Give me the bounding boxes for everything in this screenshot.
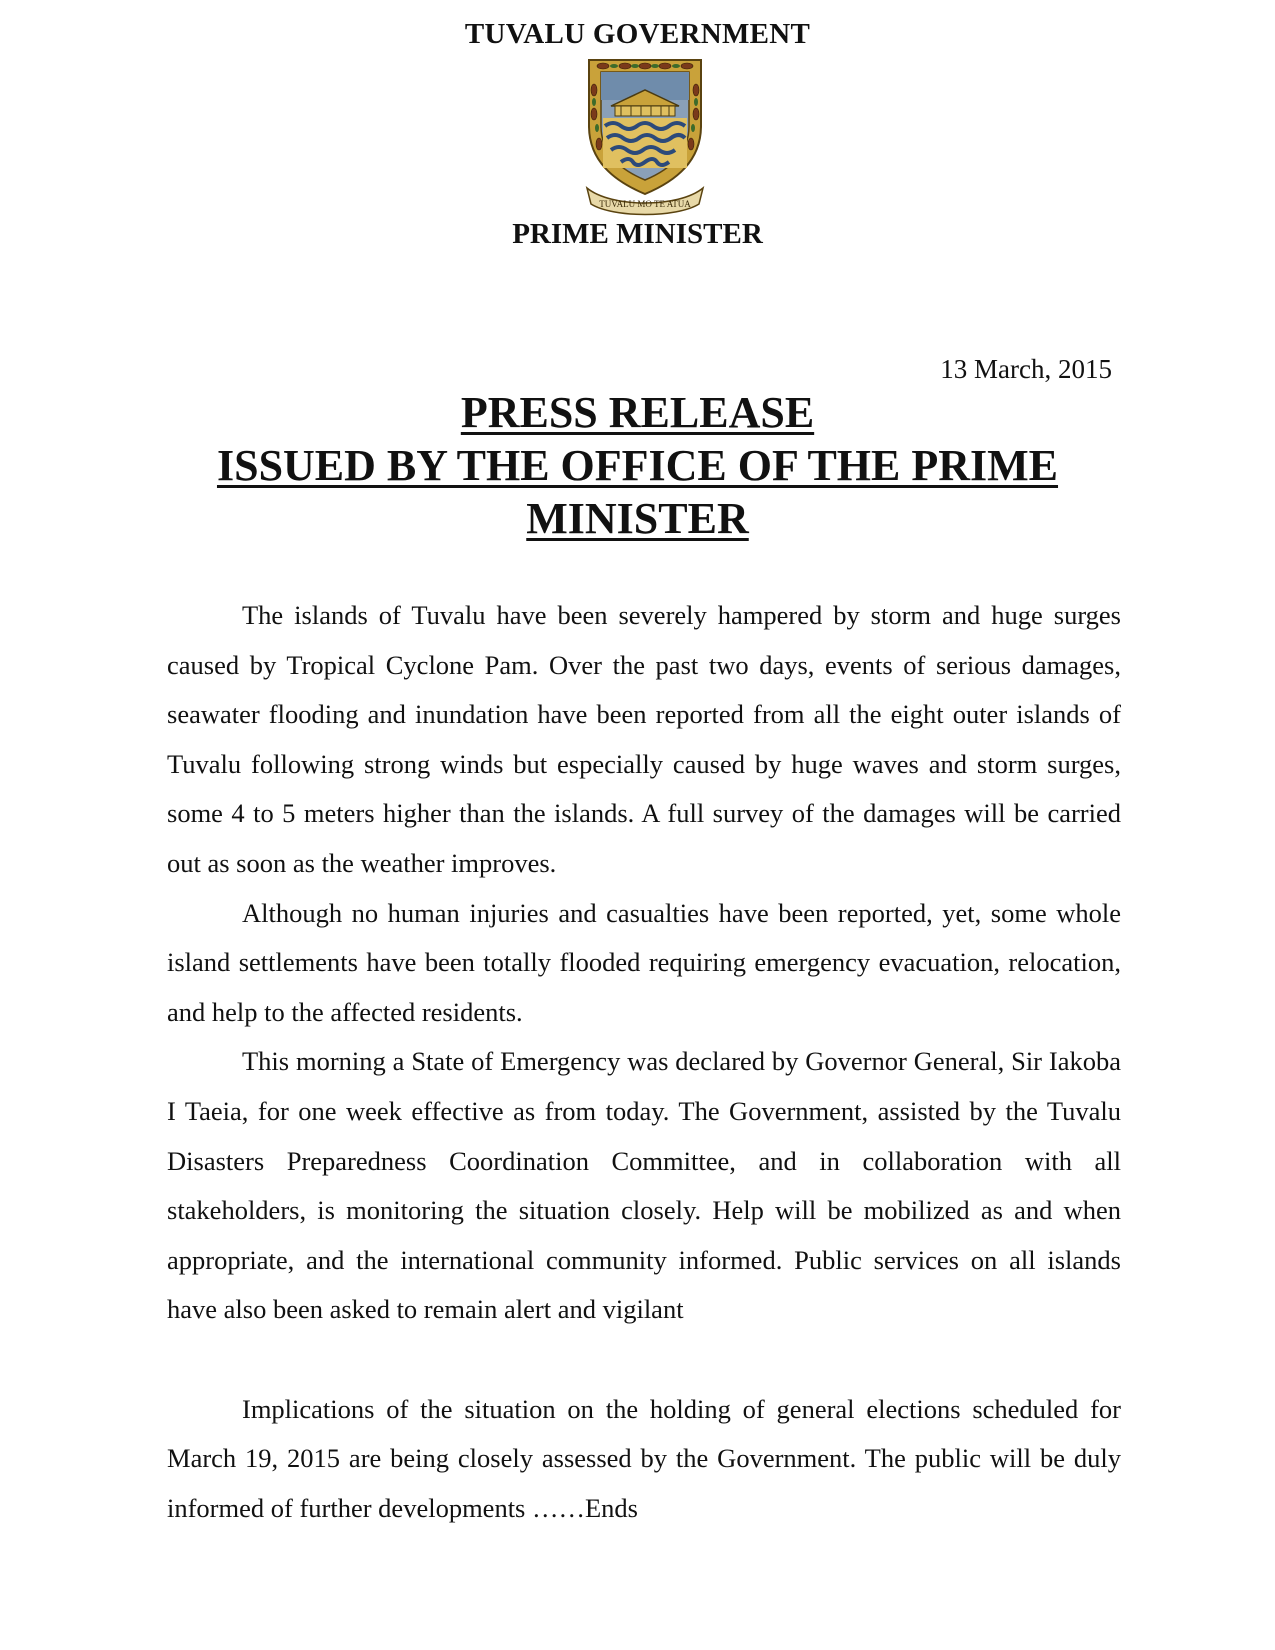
crest-motto: TUVALU MO TE ATUA — [599, 199, 691, 209]
paragraph-3: This morning a State of Emergency was declared by Governor General, Sir Iakoba I Taeia, for one week effective as from today. The Government, assisted by the Tuvalu Disasters Preparedness Coordination Committee, and in collaboration with all stakeholders, is monitoring the situation closely. Help will be mobilized as and when appropriate, and the international community informed. Public services on all islands have also been asked to remain alert and vigilant — [167, 1046, 1121, 1325]
paragraph-1: The islands of Tuvalu have been severely hampered by storm and huge surges caused by Tropical Cyclone Pam. Over the past two days, events of serious damages, seawater flooding and inundation have been reported from all the eight outer islands of Tuvalu following strong winds but especially caused by huge waves and storm surges, some 4 to 5 meters higher than the islands. A full survey of the damages will be carried out as soon as the weather improves. — [167, 600, 1121, 878]
press-release-title — [150, 386, 1125, 545]
release-date: 13 March, 2015 — [940, 354, 1112, 384]
title-line-2: ISSUED BY THE OFFICE OF THE PRIME — [216, 441, 1059, 490]
press-release-body — [167, 591, 1121, 1533]
office-heading: PRIME MINISTER — [512, 218, 763, 250]
paragraph-spacer — [167, 1335, 1121, 1385]
title-line-1: PRESS RELEASE — [460, 388, 815, 437]
government-heading: TUVALU GOVERNMENT — [464, 18, 811, 50]
paragraph-2: Although no human injuries and casualties have been reported, yet, some whole island settlements have been totally flooded requiring emergency evacuation, relocation, and help to the affected residents. — [167, 897, 1121, 1027]
paragraph-4: Implications of the situation on the holding of general elections scheduled for March 19, 2015 are being closely assessed by the Government. The public will be duly informed of further developments ……Ends — [167, 1393, 1121, 1523]
title-line-3: MINISTER — [526, 494, 749, 543]
tuvalu-coat-of-arms-icon — [581, 56, 709, 216]
